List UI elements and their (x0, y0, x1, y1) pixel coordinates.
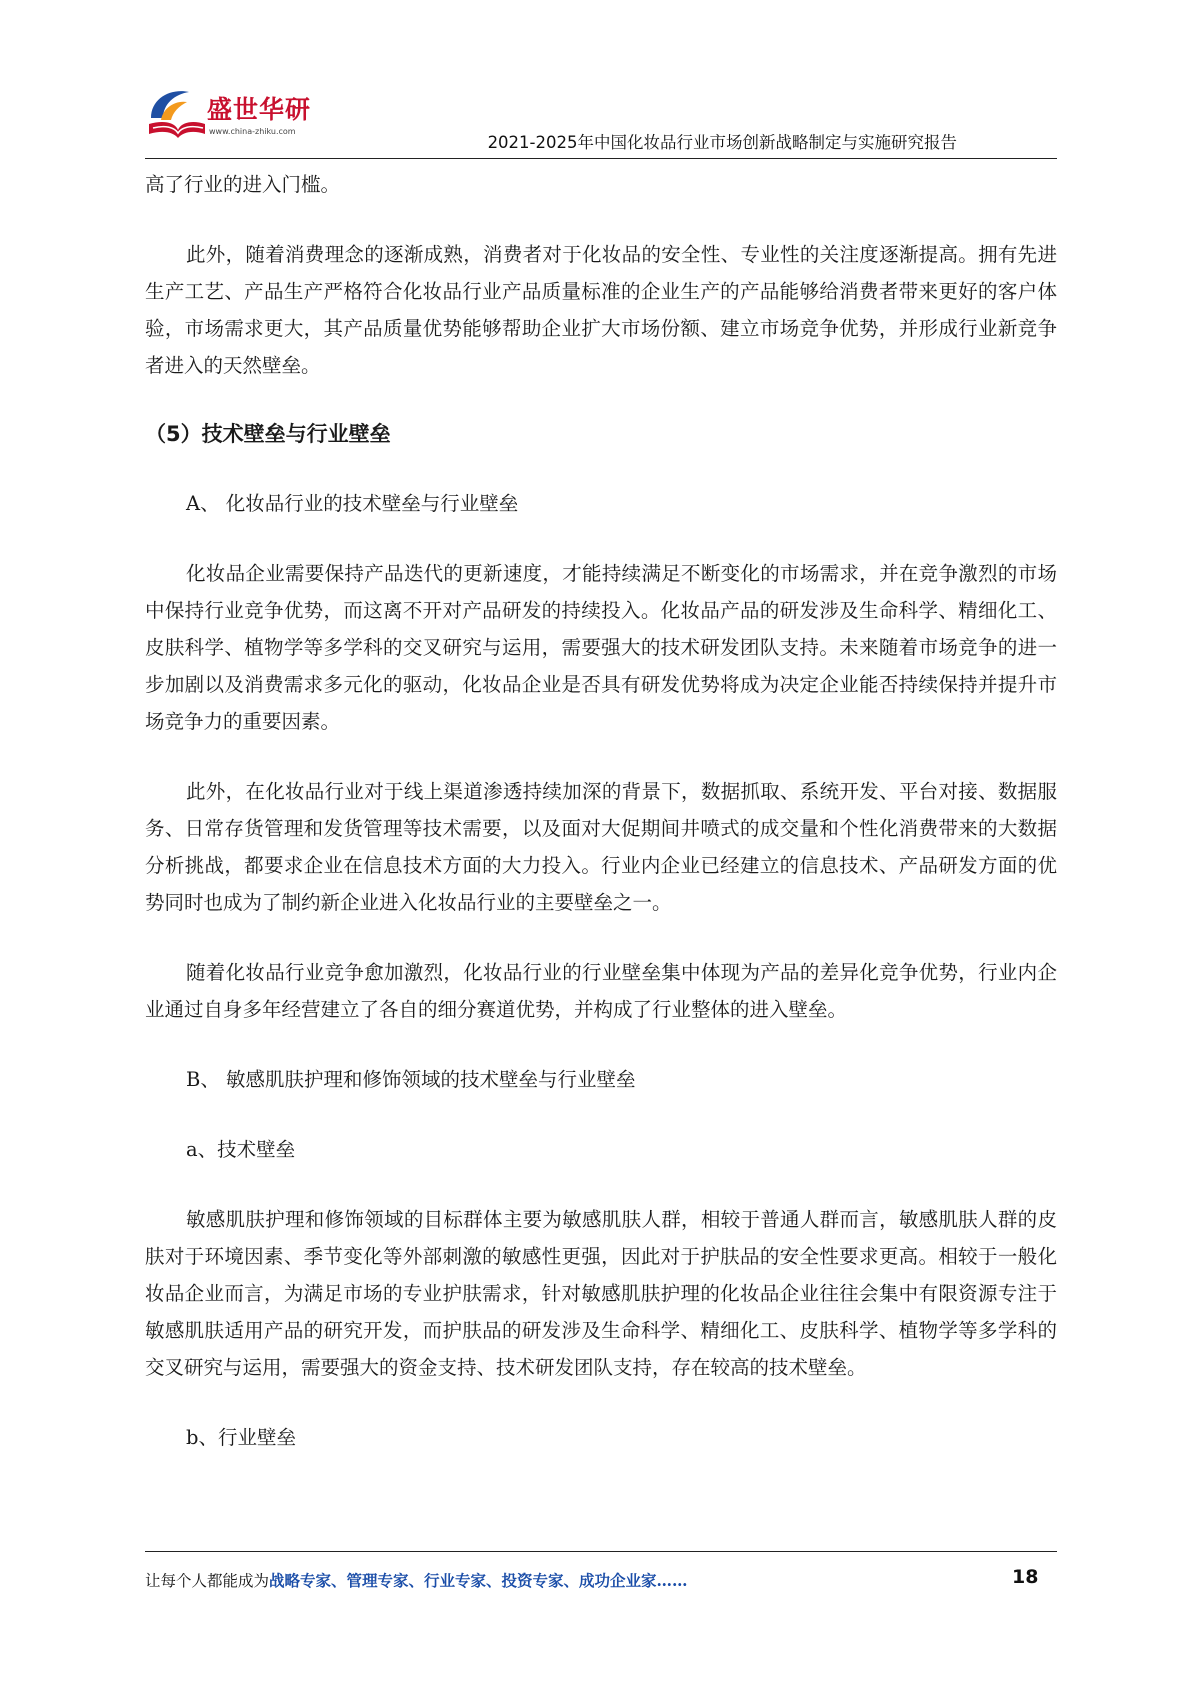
subsection-heading-industry-barrier: b、行业壁垒 (186, 1426, 296, 1449)
logo-url: www.china-zhiku.com (209, 127, 296, 136)
paragraph: 此外，在化妆品行业对于线上渠道渗透持续加深的背景下，数据抓取、系统开发、平台对接、数据服务、日常存货管理和发货管理等技术需要，以及面对大促期间井喷式的成交量和个性化消费带来的大数据分析挑战，都要求企业在信息技术方面的大力投入。行业内企业已经建立的信息技术、产品研发方面的优势同时也成为了制约新企业进入化妆品行业的主要壁垒之一。 (145, 780, 1057, 914)
paragraph: 化妆品企业需要保持产品迭代的更新速度，才能持续满足不断变化的市场需求，并在竞争激烈的市场中保持行业竞争优势，而这离不开对产品研发的持续投入。化妆品产品的研发涉及生命科学、精细化工、皮肤科学、植物学等多学科的交叉研究与运用，需要强大的技术研发团队支持。未来随着市场竞争的进一步加剧以及消费需求多元化的驱动，化妆品企业是否具有研发优势将成为决定企业能否持续保持并提升市场竞争力的重要因素。 (145, 562, 1057, 733)
page-number: 18 (1012, 1566, 1039, 1588)
paragraph: 敏感肌肤护理和修饰领域的目标群体主要为敏感肌肤人群，相较于普通人群而言，敏感肌肤人群的皮肤对于环境因素、季节变化等外部刺激的敏感性更强，因此对于护肤品的安全性要求更高。相较于一般化妆品企业而言，为满足市场的专业护肤需求，针对敏感肌肤护理的化妆品企业往往会集中有限资源专注于敏感肌肤适用产品的研究开发，而护肤品的研发涉及生命科学、精细化工、皮肤科学、植物学等多学科的交叉研究与运用，需要强大的资金支持、技术研发团队支持，存在较高的技术壁垒。 (145, 1208, 1057, 1379)
footer-divider (145, 1551, 1057, 1552)
footer-slogan-prefix: 让每个人都能成为 (145, 1572, 270, 1590)
paragraph: 高了行业的进入门槛。 (145, 173, 341, 196)
page-body (145, 166, 1057, 1489)
subsection-heading-tech-barrier: a、技术壁垒 (186, 1138, 296, 1161)
logo-emblem-icon (145, 84, 211, 144)
logo-chinese-name: 盛世华研 (207, 95, 312, 124)
paragraph: 此外，随着消费理念的逐渐成熟，消费者对于化妆品的安全性、专业性的关注度逐渐提高。拥有先进生产工艺、产品生产严格符合化妆品行业产品质量标准的企业生产的产品能够给消费者带来更好的客户体验，市场需求更大，其产品质量优势能够帮助企业扩大市场份额、建立市场竞争优势，并形成行业新竞争者进入的天然壁垒。 (145, 243, 1057, 377)
footer-slogan-highlight: 战略专家、管理专家、行业专家、投资专家、成功企业家…… (269, 1571, 688, 1590)
paragraph: 随着化妆品行业竞争愈加激烈，化妆品行业的行业壁垒集中体现为产品的差异化竞争优势，行业内企业通过自身多年经营建立了各自的细分赛道优势，并构成了行业整体的进入壁垒。 (145, 961, 1057, 1021)
subsection-heading-a: A、 化妆品行业的技术壁垒与行业壁垒 (186, 492, 519, 515)
section-heading: （5）技术壁垒与行业壁垒 (145, 422, 391, 446)
report-title: 2021-2025年中国化妆品行业市场创新战略制定与实施研究报告 (487, 133, 957, 152)
footer-slogan (145, 1569, 688, 1591)
subsection-heading-b: B、 敏感肌肤护理和修饰领域的技术壁垒与行业壁垒 (186, 1068, 636, 1091)
company-logo (145, 82, 315, 148)
header-divider (145, 158, 1057, 159)
page-header (145, 82, 1057, 162)
